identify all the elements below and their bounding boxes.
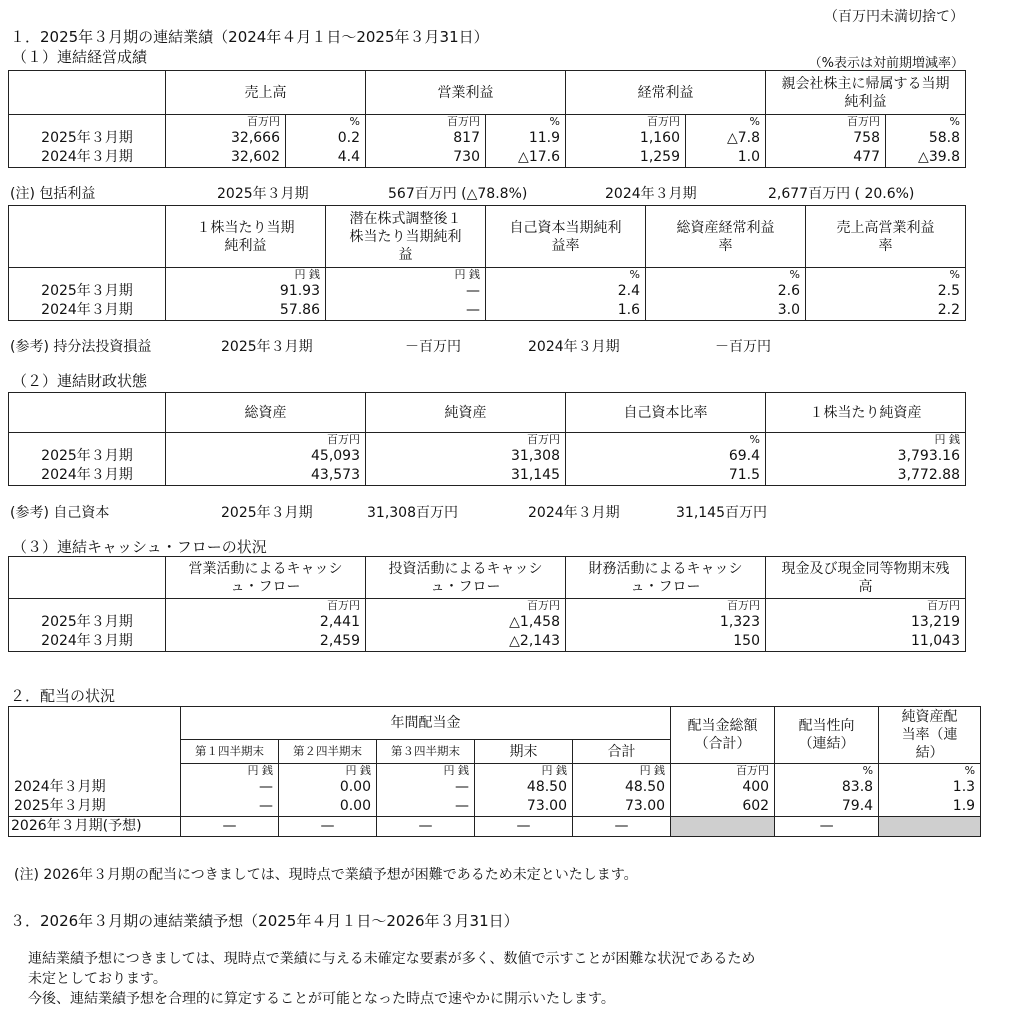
header-net-assets: 純資産: [366, 393, 566, 433]
header-roe: 自己資本当期純利益率: [486, 206, 646, 268]
header-dividend-total: 配当金総額（合計）: [671, 707, 775, 764]
comprehensive-income-label: (注) 包括利益: [10, 186, 96, 202]
header-ordinary-income: 経常利益: [566, 71, 766, 115]
header-q1: 第１四半期末: [181, 740, 279, 764]
forecast-line-2: 未定としております。: [28, 971, 167, 987]
equity-method-period-1: 2025年３月期: [221, 339, 313, 355]
own-capital-value-2: 31,145百万円: [676, 505, 767, 521]
table-row: 2024年３月期 32,602 4.4 730 △17.6 1,259 1.0 477 △39.8: [9, 148, 966, 168]
shaded-cell: [671, 817, 775, 837]
equity-method-label: (参考) 持分法投資損益: [10, 339, 152, 355]
table-row: 2024年３月期 2,459 △2,143 150 11,043: [9, 632, 966, 652]
own-capital-label: (参考) 自己資本: [10, 505, 110, 521]
header-investing-cf: 投資活動によるキャッシュ・フロー: [366, 557, 566, 599]
dividend-table: 年間配当金 配当金総額（合計） 配当性向（連結） 純資産配当率（連結） 第１四半期末 第２四半期末 第３四半期末 期末 合計 円 銭 円 銭 円 銭 円 銭 円 銭 百万円 % % 2024年３月期 — 0.00 — 48.50 48.50 400 83.8 1.3 2025年３月期 — 0.00 — 73.00 73.00 602 79.4 1.9 2026年３月期(予想) — — — — — —: [8, 706, 981, 837]
table-row: 2025年３月期 — 0.00 — 73.00 73.00 602 79.4 1.9: [9, 797, 981, 817]
equity-method-period-2: 2024年３月期: [528, 339, 620, 355]
comprehensive-value-2: 2,677百万円 ( 20.6%): [768, 186, 915, 202]
header-financing-cf: 財務活動によるキャッシュ・フロー: [566, 557, 766, 599]
header-eps: １株当たり当期純利益: [166, 206, 326, 268]
header-equity-ratio: 自己資本比率: [566, 393, 766, 433]
header-total-assets: 総資産: [166, 393, 366, 433]
cash-flow-table: 営業活動によるキャッシュ・フロー 投資活動によるキャッシュ・フロー 財務活動によるキャッシュ・フロー 現金及び現金同等物期末残高 百万円 百万円 百万円 百万円 2025年３月期 2,441 △1,458 1,323 13,219 2024年３月期 2,459 △2,143 150 11,043: [8, 556, 966, 652]
subsection1-title: （１）連結経営成績: [12, 48, 148, 66]
table-row: 2024年３月期 57.86 — 1.6 3.0 2.2: [9, 301, 966, 321]
own-capital-period-2: 2024年３月期: [528, 505, 620, 521]
header-year-end: 期末: [475, 740, 573, 764]
pct-note: （%表示は対前期増減率）: [808, 56, 964, 71]
financial-position-table: 総資産 純資産 自己資本比率 １株当たり純資産 百万円 百万円 % 円 銭 2025年３月期 45,093 31,308 69.4 3,793.16 2024年３月期 43,573 31,145 71.5 3,772.88: [8, 392, 966, 486]
header-total: 合計: [573, 740, 671, 764]
table-row: 2025年３月期 45,093 31,308 69.4 3,793.16: [9, 447, 966, 466]
header-bps: １株当たり純資産: [766, 393, 966, 433]
comprehensive-value-1: 567百万円 (△78.8%): [388, 186, 528, 202]
table-row: 2024年３月期 43,573 31,145 71.5 3,772.88: [9, 466, 966, 486]
own-capital-value-1: 31,308百万円: [367, 505, 458, 521]
header-payout-ratio: 配当性向（連結）: [775, 707, 879, 764]
results-table: 売上高 営業利益 経常利益 親会社株主に帰属する当期純利益 百万円 % 百万円 % 百万円 % 百万円 % 2025年３月期 32,666 0.2 817 11.9 1,160 △7.8 758 58.8 2024年３月期 32,602 4.4 730 △17.6 1,259 1.0 477 △39.8: [8, 70, 966, 168]
header-q3: 第３四半期末: [377, 740, 475, 764]
table-row: 2025年３月期 91.93 — 2.4 2.6 2.5: [9, 282, 966, 301]
header-dividend-ratio: 純資産配当率（連結）: [879, 707, 981, 764]
equity-method-value-2: －百万円: [715, 339, 771, 355]
shaded-cell: [879, 817, 981, 837]
per-share-table: １株当たり当期純利益 潜在株式調整後１株当たり当期純利益 自己資本当期純利益率 総資産経常利益率 売上高営業利益率 円 銭 円 銭 % % % 2025年３月期 91.93 — 2.4 2.6 2.5 2024年３月期 57.86 — 1.6 3.0 2.2: [8, 205, 966, 321]
header-roa: 総資産経常利益率: [646, 206, 806, 268]
equity-method-value-1: －百万円: [405, 339, 461, 355]
header-sales: 売上高: [166, 71, 366, 115]
table-row: 2024年３月期 — 0.00 — 48.50 48.50 400 83.8 1.3: [9, 778, 981, 797]
section1-title: １．2025年３月期の連結業績（2024年４月１日～2025年３月31日）: [10, 28, 489, 46]
forecast-line-3: 今後、連結業績予想を合理的に算定することが可能となった時点で速やかに開示いたします。: [28, 991, 615, 1007]
header-op-margin: 売上高営業利益率: [806, 206, 966, 268]
header-diluted-eps: 潜在株式調整後１株当たり当期純利益: [326, 206, 486, 268]
table-row: 2026年３月期(予想) — — — — — —: [9, 817, 981, 837]
forecast-line-1: 連結業績予想につきましては、現時点で業績に与える未確定な要素が多く、数値で示すことが困難な状況であるため: [28, 951, 756, 967]
header-q2: 第２四半期末: [279, 740, 377, 764]
header-annual-dividend: 年間配当金: [181, 707, 671, 740]
section2-title: ２．配当の状況: [10, 687, 116, 705]
header-cash-balance: 現金及び現金同等物期末残高: [766, 557, 966, 599]
header-operating-cf: 営業活動によるキャッシュ・フロー: [166, 557, 366, 599]
corner-cell: [9, 71, 166, 115]
subsection2-title: （２）連結財政状態: [12, 372, 148, 390]
dividend-note: (注) 2026年３月期の配当につきましては、現時点で業績予想が困難であるため未定といたします。: [14, 867, 638, 883]
section3-title: ３．2026年３月期の連結業績予想（2025年４月１日～2026年３月31日）: [10, 912, 519, 930]
header-operating-income: 営業利益: [366, 71, 566, 115]
subsection3-title: （３）連結キャッシュ・フローの状況: [12, 538, 267, 556]
unit-note: （百万円未満切捨て）: [824, 9, 964, 25]
table-row: 2025年３月期 32,666 0.2 817 11.9 1,160 △7.8 758 58.8: [9, 129, 966, 148]
table-row: 2025年３月期 2,441 △1,458 1,323 13,219: [9, 613, 966, 632]
comprehensive-period-2: 2024年３月期: [605, 186, 697, 202]
comprehensive-period-1: 2025年３月期: [217, 186, 309, 202]
header-net-income: 親会社株主に帰属する当期純利益: [766, 71, 966, 115]
own-capital-period-1: 2025年３月期: [221, 505, 313, 521]
